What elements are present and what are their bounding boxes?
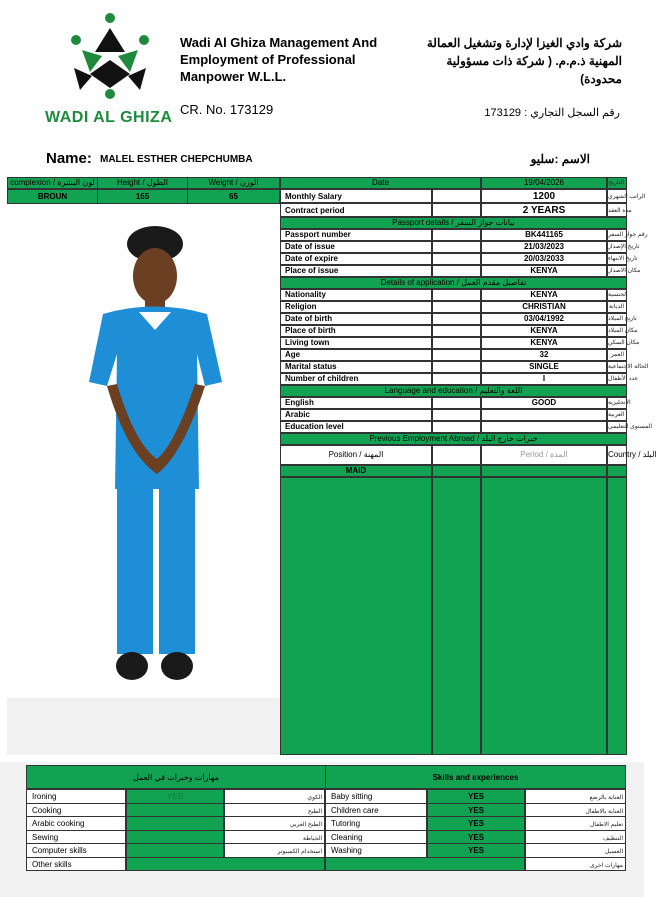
application-row-label-ar: عدد الأطفال [607,373,627,385]
passport-row-value: 21/03/2023 [481,241,607,253]
application-row-value: I [481,373,607,385]
passport-row-value: BK441165 [481,229,607,241]
application-row-spacer [432,313,481,325]
top-row-value: 1200 [481,189,607,203]
company-ar-line3: محدودة) [580,72,622,86]
application-row-label-ar: مكان الميلاد [607,325,627,337]
company-name-ar [400,34,622,88]
company-name-line2: Employment of Professional [180,52,356,67]
application-row-spacer [432,289,481,301]
application-row-spacer [432,373,481,385]
top-row-spacer [432,203,481,217]
employment-spacer [432,465,481,477]
date-value: 19/04/2026 [481,177,607,189]
passport-row-label-ar: مكان الاصدار [607,265,627,277]
passport-row-label-ar: تاريخ الإصدار [607,241,627,253]
employment-period [481,465,607,477]
application-row-label-ar: الحالة الاجتماعية [607,361,627,373]
application-row-label: Nationality [280,289,432,301]
application-row-value: KENYA [481,337,607,349]
passport-row-label-ar: تاريخ الانتهاء [607,253,627,265]
height-header: Height / الطول [97,177,188,189]
height-value: 165 [97,189,188,204]
company-name-line1: Wadi Al Ghiza Management And [180,35,378,50]
skill-right-label: Children care [325,803,427,818]
employment-empty-cell [280,477,432,755]
top-row-label: Monthly Salary [280,189,432,203]
employment-country [607,465,627,477]
skill-left-label: Other skills [26,857,126,872]
candidate-photo [7,204,280,698]
application-row-spacer [432,301,481,313]
application-row-label-ar: مكان السكن [607,337,627,349]
cr-number-ar: رقم السجل التجاري : 173129 [484,107,620,119]
application-row-label: Religion [280,301,432,313]
skill-left-label-ar: الطبخ [224,803,325,818]
passport-row-label: Place of issue [280,265,432,277]
complexion-header: complexion / لون البشرة [7,177,98,189]
skill-right-label: Tutoring [325,816,427,831]
application-row-label: Number of children [280,373,432,385]
photo-area [7,204,280,698]
position-header: Position / المهنة [280,445,432,465]
skills-title-ar: مهارات وخبرات في العمل [26,765,326,789]
language-row-label: English [280,397,432,409]
language-row-label-ar: الانجليزية [607,397,627,409]
skill-left-value [126,816,224,831]
application-row-label-ar: تاريخ الميلاد [607,313,627,325]
passport-row-label: Date of issue [280,241,432,253]
name-label: Name: [46,150,92,167]
application-section-header: Details of application / تفاصيل مقدم العمل [280,277,627,289]
passport-row-label: Date of expire [280,253,432,265]
top-row-value: 2 YEARS [481,203,607,217]
employment-empty-cell [481,477,607,755]
skill-left-label: Sewing [26,830,126,845]
company-logo-icon [60,10,160,102]
skill-left-value [126,857,325,872]
application-row-spacer [432,325,481,337]
photo-gap [7,698,280,755]
passport-section-header: Passport details / بيانات جواز السفر [280,217,627,229]
employment-empty-cell [432,477,481,755]
skill-left-label: Cooking [26,803,126,818]
country-header: Country / البلد [607,445,627,465]
application-row-spacer [432,361,481,373]
skill-right-label: Cleaning [325,830,427,845]
skill-right-value: YES [427,816,525,831]
language-row-value: GOOD [481,397,607,409]
skill-left-label: Ironing [26,789,126,804]
skill-right-value: YES [427,843,525,858]
top-row-label: Contract period [280,203,432,217]
period-header: Period / المدة [481,445,607,465]
skill-right-label-ar: مهارات اخرى [525,857,626,872]
language-row-label-ar: المستوى التعليمي [607,421,627,433]
date-label-ar: التاريخ [607,177,627,189]
language-row-label: Education level [280,421,432,433]
logo-text: WADI AL GHIZA [45,109,173,126]
application-row-label: Age [280,349,432,361]
skill-left-label-ar: الخياطة [224,830,325,845]
application-row-label-ar: الجنسية [607,289,627,301]
language-row-spacer [432,397,481,409]
weight-header: Weight / الوزن [187,177,280,189]
employment-empty-cell [607,477,627,755]
skill-right-label [325,857,525,872]
skill-right-value: YES [427,803,525,818]
language-row-spacer [432,421,481,433]
application-row-value: 03/04/1992 [481,313,607,325]
passport-row-label: Passport number [280,229,432,241]
language-row-label: Arabic [280,409,432,421]
skill-right-label-ar: العناية بالاطفال [525,803,626,818]
skill-left-label-ar: الطبخ العربي [224,816,325,831]
skill-left-label: Arabic cooking [26,816,126,831]
company-ar-line2: المهنية ذ.م.م. ( شركة ذات مسؤولية [446,54,622,68]
employment-position: MAID [280,465,432,477]
skill-right-value: YES [427,830,525,845]
application-row-label: Marital status [280,361,432,373]
top-row-label-ar: مدة العقد [607,203,627,217]
application-row-value: SINGLE [481,361,607,373]
application-row-value: KENYA [481,289,607,301]
application-row-spacer [432,349,481,361]
application-row-label: Living town [280,337,432,349]
employment-header-spacer [432,445,481,465]
passport-row-spacer [432,265,481,277]
employment-section-header: Previous Employment Abroad / خبرات خارج البلد [280,433,627,445]
top-row-spacer [432,189,481,203]
application-row-label-ar: العمر [607,349,627,361]
application-row-label: Place of birth [280,325,432,337]
skill-left-value [126,803,224,818]
language-row-spacer [432,409,481,421]
skill-left-label: Computer skills [26,843,126,858]
application-row-label-ar: الديانة [607,301,627,313]
company-name-en [180,34,377,85]
application-row-value: 32 [481,349,607,361]
passport-row-label-ar: رقم جواز السفر [607,229,627,241]
name-value: MALEL ESTHER CHEPCHUMBA [100,154,253,165]
language-row-value [481,409,607,421]
application-row-spacer [432,337,481,349]
application-row-value: KENYA [481,325,607,337]
top-row-label-ar: الراتب الشهري [607,189,627,203]
name-label-ar: الاسم :سليو [530,152,590,166]
passport-row-value: KENYA [481,265,607,277]
weight-value: 65 [187,189,280,204]
language-row-value [481,421,607,433]
passport-row-spacer [432,241,481,253]
passport-row-spacer [432,253,481,265]
language-section-header: Language and education / اللغة والتعليم [280,385,627,397]
skill-right-label-ar: الغسيل [525,843,626,858]
company-ar-line1: شركة وادي الغيزا لإدارة وتشغيل العمالة [426,36,622,50]
company-name-line3: Manpower W.L.L. [180,69,287,84]
date-label: Date [280,177,481,189]
skills-title-en: Skills and experiences [325,765,626,789]
passport-row-value: 20/03/2033 [481,253,607,265]
skill-right-label-ar: التنظيف [525,830,626,845]
application-row-value: CHRISTIAN [481,301,607,313]
skill-left-value: YES [126,789,224,804]
skill-right-label: Washing [325,843,427,858]
skill-right-label-ar: العناية بالرضع [525,789,626,804]
language-row-label-ar: العربية [607,409,627,421]
skill-right-label-ar: تعليم الاطفال [525,816,626,831]
skill-left-label-ar: استخدام الكمبيوتر [224,843,325,858]
skill-left-value [126,843,224,858]
skill-left-label-ar: الكوي [224,789,325,804]
cr-number: CR. No. 173129 [180,102,274,117]
passport-row-spacer [432,229,481,241]
application-row-label: Date of birth [280,313,432,325]
complexion-value: BROUN [7,189,98,204]
skill-right-label: Baby sitting [325,789,427,804]
skill-right-value: YES [427,789,525,804]
skill-left-value [126,830,224,845]
